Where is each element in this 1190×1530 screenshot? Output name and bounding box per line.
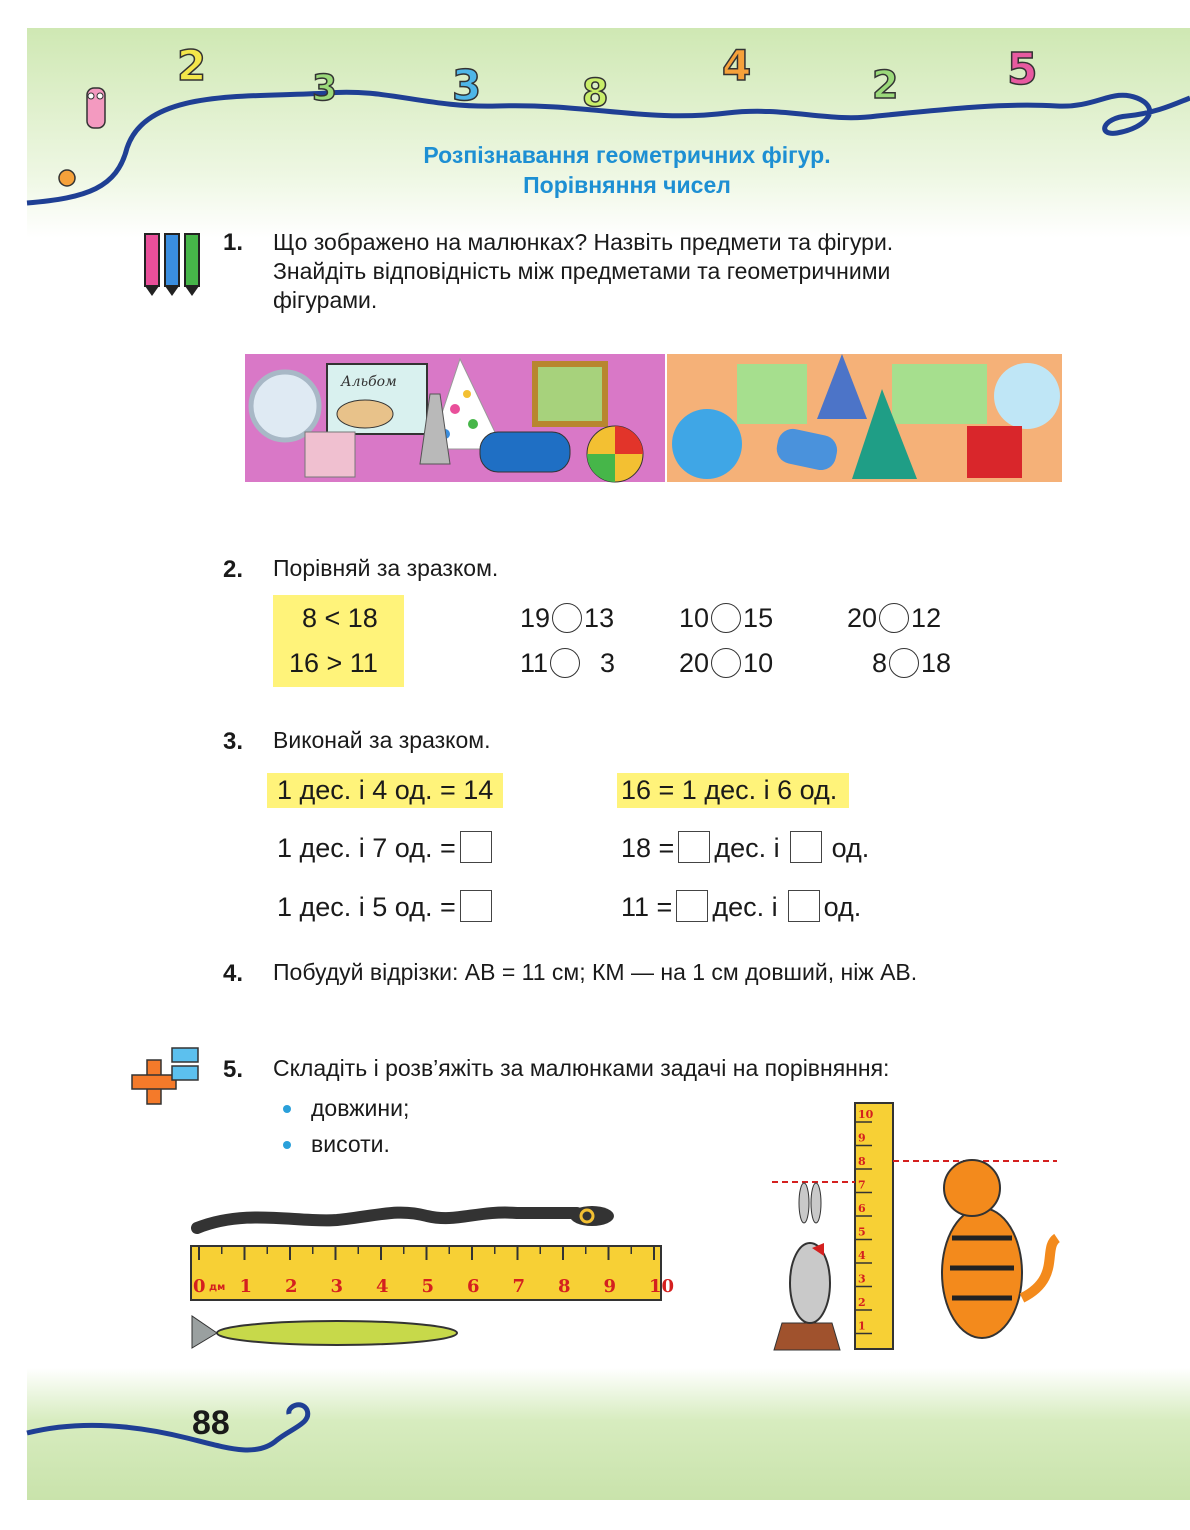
task-2-text: Порівняй за зразком. [273,555,499,581]
svg-text:5: 5 [1007,44,1038,95]
compare-left: 19 [520,603,551,633]
row-label: 11 = [621,892,673,922]
bullet-dot [283,1141,291,1149]
task-3-sample-right: 16 = 1 дес. і 6 од. [617,773,849,808]
vertical-ruler-number: 4 [858,1249,866,1262]
vertical-ruler-number: 10 [858,1108,874,1121]
page-number: 88 [192,1404,230,1442]
compare-right: 12 [911,603,942,633]
vertical-ruler-number: 3 [858,1272,866,1286]
compare-right: 13 [584,603,615,633]
task-3-number: 3. [223,728,244,755]
ruler-number: 9 [603,1276,617,1297]
vertical-ruler-number: 6 [858,1202,866,1215]
task-3-left-row [277,831,496,864]
mascot-digit-5 [1007,44,1038,95]
compare-left: 20 [847,603,878,633]
compare-circle[interactable] [889,648,919,678]
tens-box[interactable] [678,831,710,863]
math-mascot-icon [127,1040,207,1120]
compare-item [520,648,615,679]
svg-text:3: 3 [452,61,482,110]
task-2-number: 2. [223,556,244,583]
compare-circle[interactable] [550,648,580,678]
task-4-text: Побудуй відрізки: АВ = 11 см; КМ — на 1 см довший, ніж АВ. [273,959,918,985]
compare-item [847,603,941,634]
mascot-digit-1 [87,88,105,128]
bullet-length: довжини; [311,1095,410,1121]
compare-right: 3 [600,648,616,678]
cube-shape [967,426,1022,478]
mascot-small-orange [59,170,75,186]
album-label: Альбом [341,374,397,390]
ruler-number: 6 [467,1276,480,1297]
compare-circle[interactable] [879,603,909,633]
compare-right: 15 [743,603,774,633]
stump-icon [774,1323,840,1350]
answer-box[interactable] [460,890,492,922]
ruler-number: 7 [512,1276,526,1297]
rubik-cube-icon [305,432,355,477]
svg-text:3: 3 [312,68,338,109]
compare-circle[interactable] [711,648,741,678]
mascot-digit-3-blue [452,61,481,110]
plate-icon [251,372,319,440]
mascot-digit-2-green [872,63,898,107]
height-picture [772,1098,1062,1358]
catfish-icon [217,1321,457,1345]
bullet-dot [283,1105,291,1113]
compare-item [872,648,951,679]
compare-left: 8 [872,648,888,678]
tiger-head-icon [944,1160,1000,1216]
title-line-2: Порівняння чисел [523,172,731,198]
task-1-line-2: Знайдіть відповідність між предметами та геометричними [273,258,891,284]
vertical-ruler-number: 8 [858,1155,866,1168]
ruler-number: 0 [193,1276,206,1297]
task-5-text: Складіть і розв’яжіть за малюнками задачі на порівняння: [273,1055,890,1081]
snake-icon [197,1213,577,1228]
row-label: дес. і [712,892,778,922]
tiger-icon [942,1208,1022,1338]
task-1-number: 1. [223,229,244,256]
vertical-ruler-number: 5 [858,1225,866,1239]
mascot-digit-3-green [312,68,337,109]
compare-left: 10 [679,603,710,633]
bullet-height: висоти. [311,1131,390,1157]
pencil-case-icon [480,432,570,472]
compare-circle[interactable] [711,603,741,633]
compare-item [679,603,773,634]
title-line-1: Розпізнавання геометричних фігур. [423,142,831,168]
page-title [327,140,927,200]
tens-box[interactable] [676,890,708,922]
row-label: од. [831,833,870,863]
task-1-line-1: Що зображено на малюнках? Назвіть предмети та фігури. [273,229,894,255]
picture-frame-icon [535,364,605,424]
svg-text:8: 8 [582,71,609,115]
svg-text:2: 2 [872,63,899,107]
mascot-digit-2 [177,41,206,90]
vertical-ruler-number: 2 [858,1296,866,1309]
ones-box[interactable] [788,890,820,922]
bottom-wave [27,1405,308,1450]
task-3-sample-left: 1 дес. і 4 од. = 14 [267,773,503,808]
task-3-text: Виконай за зразком. [273,727,491,753]
task-4-number: 4. [223,960,244,987]
task-1-text [273,228,893,315]
circle-shape [994,363,1060,429]
ruler-number: 3 [330,1276,344,1297]
task-3-right-row [621,890,861,923]
ruler-number: 1 [239,1276,253,1297]
compare-right: 18 [921,648,952,678]
ruler-number: 5 [421,1276,435,1297]
task-1-line-3: фігурами. [273,287,378,313]
row-label: дес. і [714,833,780,863]
compare-item [679,648,773,679]
ones-box[interactable] [790,831,822,863]
tiger-tail-icon [1022,1238,1057,1298]
svg-text:2: 2 [177,41,207,90]
vertical-ruler-number: 7 [858,1178,866,1192]
sphere-shape [672,409,742,479]
task-3-right-row [621,831,869,864]
ruler-number: 8 [558,1276,571,1297]
task-3-left-row [277,890,496,923]
objects-picture [245,354,665,482]
svg-text:4: 4 [722,41,752,90]
pencils-icon [135,228,215,298]
textbook-page [27,28,1190,1500]
row-label: од. [823,892,862,922]
ruler-number: 2 [285,1276,298,1297]
ruler-number: 10 [649,1276,675,1297]
compare-left: 20 [679,648,710,678]
ruler-number: 4 [376,1276,389,1297]
ruler-picture [187,1198,675,1358]
ruler-unit: дм [209,1282,226,1293]
vertical-ruler-number: 9 [858,1131,866,1145]
task-5-number: 5. [223,1056,244,1083]
compare-item [520,603,614,634]
answer-box[interactable] [460,831,492,863]
task-2-sample-1: 8 < 18 [302,603,378,633]
row-label: 1 дес. і 7 од. = [277,833,456,863]
compare-right: 10 [743,648,774,678]
compare-left: 11 [520,648,549,678]
row-label: 18 = [621,833,675,863]
palette-icon [337,400,393,428]
square-shape [737,364,807,424]
mascot-digit-4 [722,41,751,90]
rectangle-shape [892,364,987,424]
row-label: 1 дес. і 5 од. = [277,892,456,922]
task-2-sample-2: 16 > 11 [289,648,378,678]
vertical-ruler-number: 1 [858,1319,866,1333]
shapes-picture [667,354,1062,482]
mascot-digit-8 [582,71,608,115]
compare-circle[interactable] [552,603,582,633]
